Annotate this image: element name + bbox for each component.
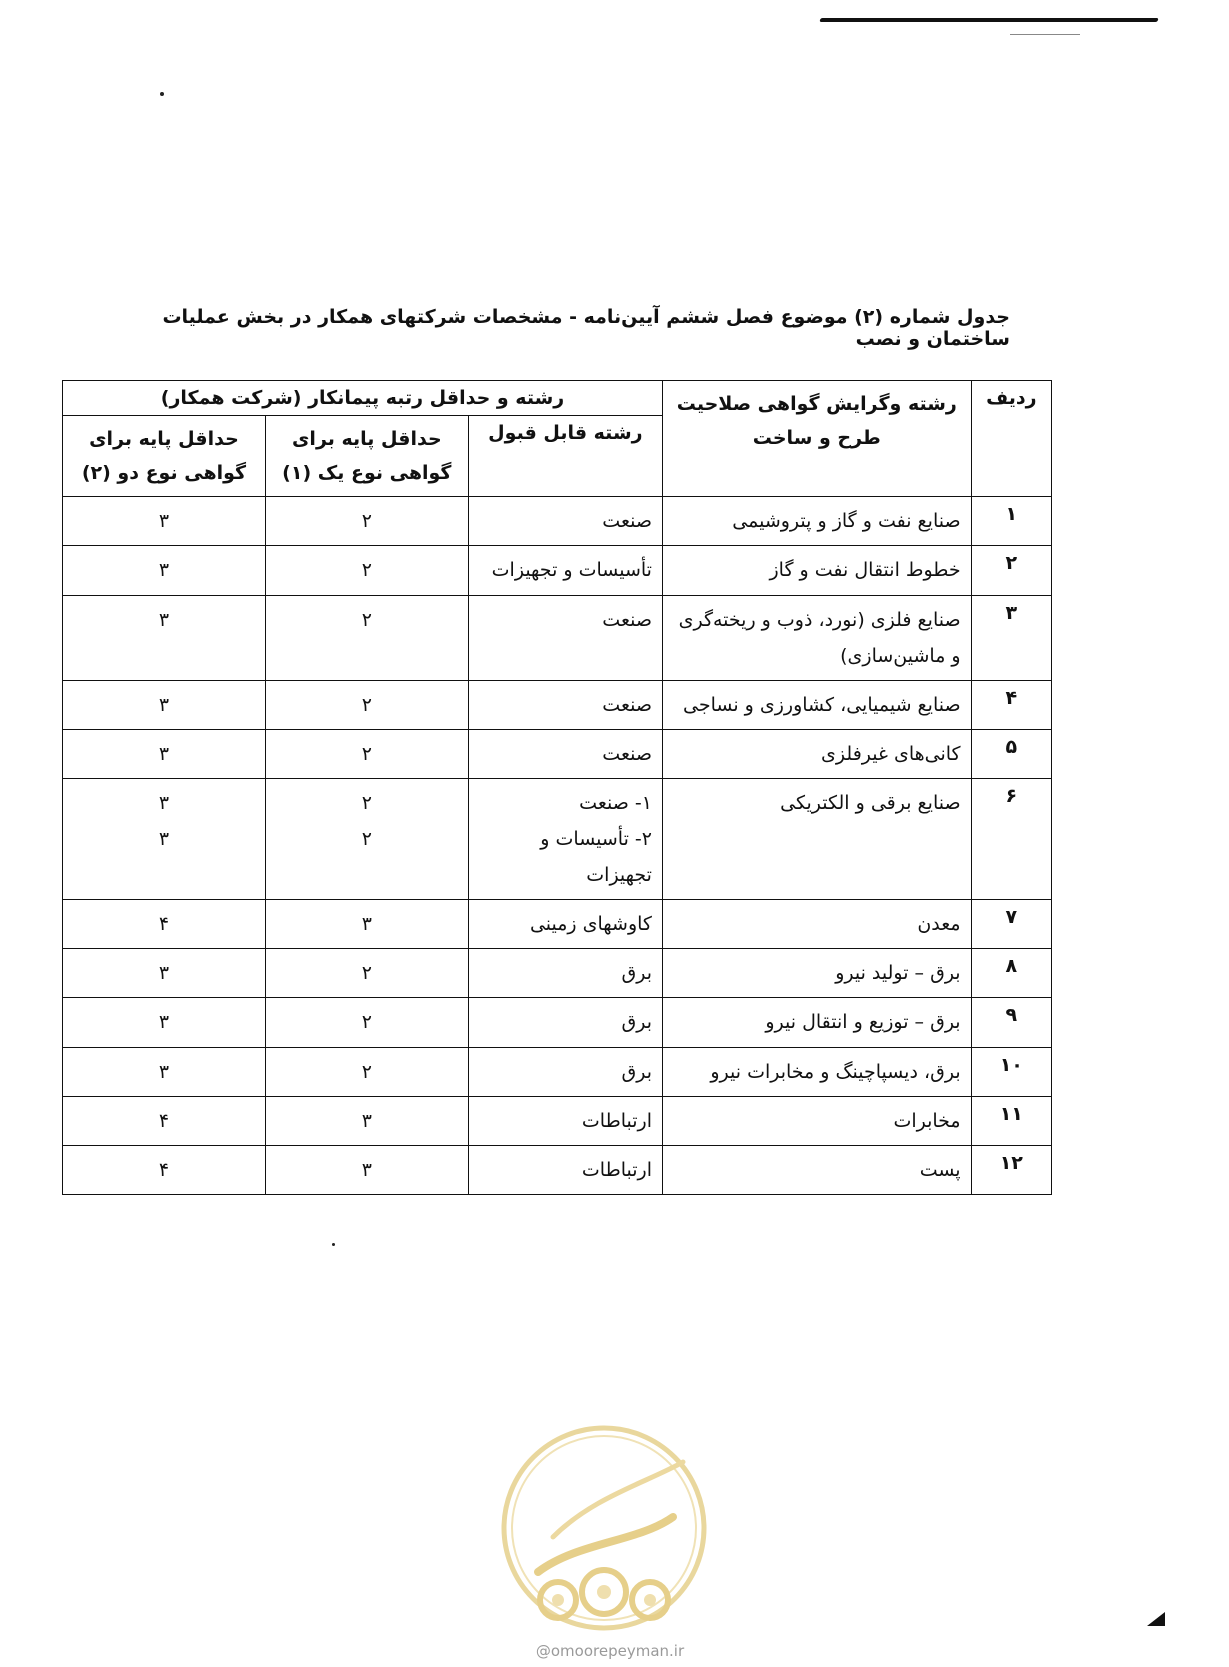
table-row	[63, 546, 1052, 595]
min-type2-cell	[63, 729, 266, 778]
min-type2-cell	[63, 778, 266, 899]
acceptable-field-cell	[468, 729, 662, 778]
min-type2-cell-value: ۴	[158, 913, 170, 936]
min-type1-cell	[265, 729, 468, 778]
field-cell: کانی‌های غیرفلزی	[662, 729, 971, 778]
min-type2-cell	[63, 680, 266, 729]
header-field: رشته وگرایش گواهی صلاحیت طرح و ساخت	[662, 381, 971, 497]
acceptable-field-cell	[468, 949, 662, 998]
min-type1-cell	[265, 497, 468, 546]
row-number-cell: ۹	[971, 998, 1051, 1047]
row-number-cell: ۱۱	[971, 1096, 1051, 1145]
min-type1-cell	[265, 778, 468, 899]
min-type1-cell-value: ۲	[361, 742, 372, 765]
min-type2-cell-value: ۳	[158, 742, 170, 765]
scan-speck	[332, 1243, 335, 1246]
row-number-cell: ۵	[971, 729, 1051, 778]
acceptable-field-cell-value: ۱- صنعت	[579, 791, 652, 814]
min-type2-cell	[63, 900, 266, 949]
min-type1-cell	[265, 1145, 468, 1194]
table-row	[63, 900, 1052, 949]
table-row	[63, 778, 1052, 899]
row-number-cell: ۳	[971, 595, 1051, 680]
table-row	[63, 729, 1052, 778]
min-type1-cell-value: ۳	[361, 1158, 372, 1181]
min-type1-cell-value: ۲	[361, 1011, 372, 1034]
min-type1-cell-value: ۲	[361, 791, 372, 814]
min-type2-cell	[63, 949, 266, 998]
acceptable-field-cell-value: صنعت	[602, 510, 652, 533]
table-row	[63, 1047, 1052, 1096]
min-type2-cell-value: ۳	[158, 1011, 170, 1034]
table-row	[63, 1096, 1052, 1145]
field-cell: صنایع برقی و الکتریکی	[662, 778, 971, 899]
row-number-cell: ۲	[971, 546, 1051, 595]
table-title: جدول شماره (۲) موضوع فصل ششم آیین‌نامه - مشخصات شرکتهای همکار در بخش عملیات ساختمان و نصب	[162, 306, 1010, 350]
field-cell: معدن	[662, 900, 971, 949]
acceptable-field-cell	[468, 778, 662, 899]
scan-artifact-line	[819, 18, 1158, 22]
field-cell: پست	[662, 1145, 971, 1194]
row-number-cell: ۱۰	[971, 1047, 1051, 1096]
min-type2-cell-value: ۴	[158, 1109, 170, 1132]
min-type1-cell-value: ۲	[361, 559, 372, 582]
min-type2-cell	[63, 497, 266, 546]
field-cell: صنایع شیمیایی، کشاورزی و نساجی	[662, 680, 971, 729]
acceptable-field-cell-value: صنعت	[602, 608, 652, 631]
min-type2-cell	[63, 1047, 266, 1096]
table-row	[63, 497, 1052, 546]
header-contractor-group: رشته و حداقل رتبه پیمانکار (شرکت همکار)	[63, 381, 663, 416]
field-cell: برق – تولید نیرو	[662, 949, 971, 998]
acceptable-field-cell	[468, 497, 662, 546]
field-cell: صنایع فلزی (نورد، ذوب و ریخته‌گری و ماشین‌سازی)	[662, 595, 971, 680]
min-type1-cell	[265, 900, 468, 949]
min-type1-cell	[265, 595, 468, 680]
row-number-cell: ۶	[971, 778, 1051, 899]
min-type2-cell	[63, 1145, 266, 1194]
min-type2-cell-value: ۳	[158, 791, 170, 814]
acceptable-field-cell-value: کاوشهای زمینی	[529, 913, 652, 936]
min-type1-cell-value: ۳	[361, 1109, 372, 1132]
table-row	[63, 680, 1052, 729]
scan-artifact-line-thin	[1010, 34, 1080, 35]
acceptable-field-cell-value: ارتباطات	[581, 1109, 652, 1132]
acceptable-field-cell	[468, 998, 662, 1047]
table-row	[63, 998, 1052, 1047]
corner-triangle-mark	[1147, 1612, 1165, 1626]
acceptable-field-cell	[468, 546, 662, 595]
row-number-cell: ۸	[971, 949, 1051, 998]
min-type1-cell	[265, 998, 468, 1047]
row-number-cell: ۱	[971, 497, 1051, 546]
acceptable-field-cell	[468, 1047, 662, 1096]
min-type2-cell-value: ۳	[158, 559, 170, 582]
table-body	[63, 497, 1052, 1194]
acceptable-field-cell-value: ۲- تأسیسات و تجهیزات	[540, 828, 652, 887]
min-type2-cell	[63, 1096, 266, 1145]
header-row-no: ردیف	[971, 381, 1051, 497]
row-number-cell: ۱۲	[971, 1145, 1051, 1194]
header-min-type1: حداقل پایه برای گواهی نوع یک (۱)	[265, 416, 468, 497]
acceptable-field-cell	[468, 1096, 662, 1145]
min-type1-cell-value: ۲	[361, 510, 372, 533]
acceptable-field-cell	[468, 1145, 662, 1194]
field-cell: خطوط انتقال نفت و گاز	[662, 546, 971, 595]
row-number-cell: ۴	[971, 680, 1051, 729]
acceptable-field-cell-value: برق	[621, 962, 652, 985]
row-number-cell: ۷	[971, 900, 1051, 949]
table-row	[63, 595, 1052, 680]
table-row	[63, 1145, 1052, 1194]
min-type1-cell-value: ۲	[361, 828, 372, 851]
scan-speck	[160, 92, 164, 96]
qualification-table	[62, 380, 1052, 1195]
field-cell: برق، دیسپاچینگ و مخابرات نیرو	[662, 1047, 971, 1096]
acceptable-field-cell-value: برق	[621, 1060, 652, 1083]
min-type2-cell-value: ۳	[158, 608, 170, 631]
acceptable-field-cell-value: تأسیسات و تجهیزات	[491, 559, 652, 582]
field-cell: صنایع نفت و گاز و پتروشیمی	[662, 497, 971, 546]
min-type2-cell-value: ۳	[158, 510, 170, 533]
min-type1-cell-value: ۲	[361, 962, 372, 985]
acceptable-field-cell-value: صنعت	[602, 693, 652, 716]
acceptable-field-cell	[468, 900, 662, 949]
min-type1-cell	[265, 949, 468, 998]
acceptable-field-cell	[468, 680, 662, 729]
min-type1-cell	[265, 546, 468, 595]
field-cell: مخابرات	[662, 1096, 971, 1145]
header-min-type2: حداقل پایه برای گواهی نوع دو (۲)	[63, 416, 266, 497]
min-type1-cell-value: ۲	[361, 693, 372, 716]
header-acceptable-field: رشته قابل قبول	[468, 416, 662, 497]
min-type2-cell-value: ۳	[158, 693, 170, 716]
min-type1-cell-value: ۲	[361, 608, 372, 631]
acceptable-field-cell	[468, 595, 662, 680]
min-type2-cell-value: ۳	[158, 828, 170, 851]
min-type1-cell-value: ۳	[361, 913, 372, 936]
acceptable-field-cell-value: ارتباطات	[581, 1158, 652, 1181]
acceptable-field-cell-value: برق	[621, 1011, 652, 1034]
min-type2-cell-value: ۴	[158, 1158, 170, 1181]
min-type2-cell-value: ۳	[158, 962, 170, 985]
table-row	[63, 949, 1052, 998]
omoorepeyman-logo-icon	[498, 1422, 710, 1634]
min-type1-cell	[265, 1047, 468, 1096]
watermark-text: @omoorepeyman.ir	[535, 1642, 685, 1660]
field-cell: برق – توزیع و انتقال نیرو	[662, 998, 971, 1047]
min-type1-cell	[265, 680, 468, 729]
min-type1-cell	[265, 1096, 468, 1145]
min-type2-cell	[63, 998, 266, 1047]
min-type2-cell	[63, 546, 266, 595]
min-type1-cell-value: ۲	[361, 1060, 372, 1083]
min-type2-cell-value: ۳	[158, 1060, 170, 1083]
min-type2-cell	[63, 595, 266, 680]
acceptable-field-cell-value: صنعت	[602, 742, 652, 765]
